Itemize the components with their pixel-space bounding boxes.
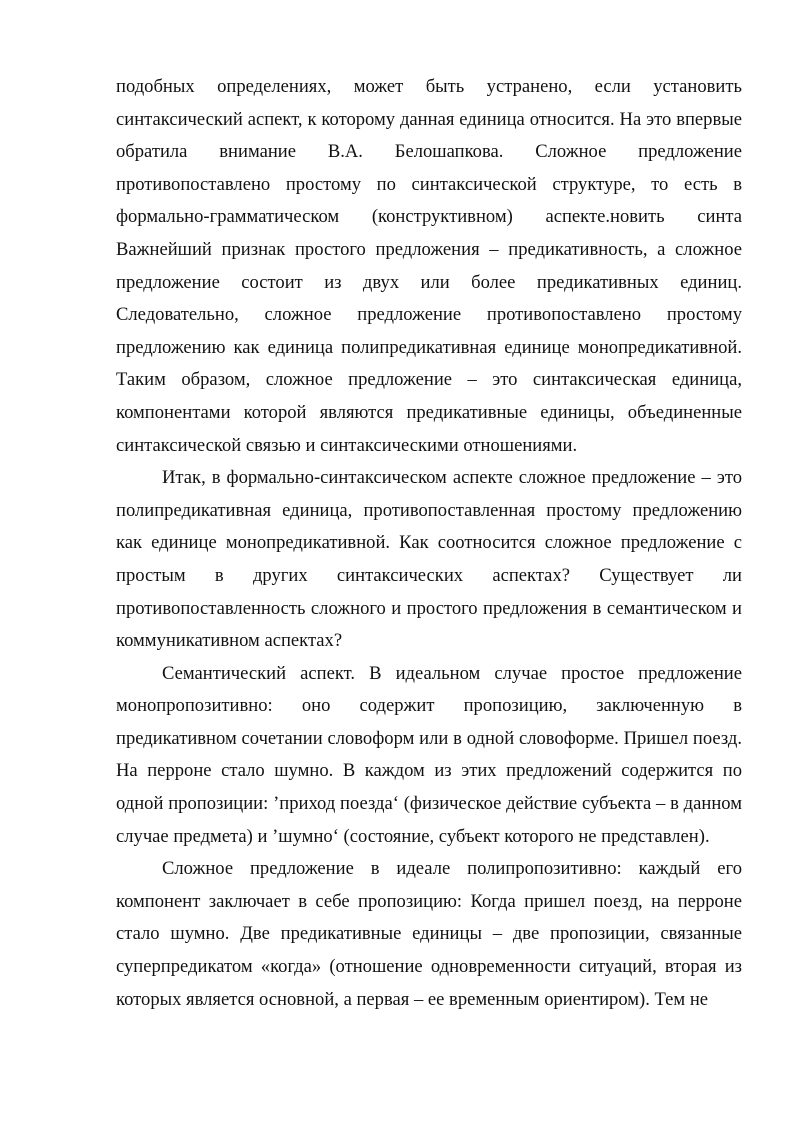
page-body [116, 71, 742, 1016]
paragraph-continuation: подобных определениях, может быть устранено, если установить синтаксический аспект, к которому данная единица относится. На это впервые обратила внимание В.А. Белошапкова. Сложное предложение противопоставлено простому по синтаксической структуре, то есть в формально-грамматическом (конструктивном) аспекте.новить синта Важнейший признак простого предложения – предикативность, а сложное предложение состоит из двух или более предикативных единиц. Следовательно, сложное предложение противопоставлено простому предложению как единица полипредикативная единице монопредикативной. Таким образом, сложное предложение – это синтаксическая единица, компонентами которой являются предикативные единицы, объединенные синтаксической связью и синтаксическими отношениями. [116, 76, 742, 456]
paragraph-formal-aspect: Итак, в формально-синтаксическом аспекте сложное предложение – это полипредикативная единица, противопоставленная простому предложению как единице монопредикативной. Как соотносится сложное предложение с простым в других синтаксических аспектах? Существует ли противопоставленность сложного и простого предложения в семантическом и коммуникативном аспектах? [116, 467, 742, 652]
paragraph-polypropositive: Сложное предложение в идеале полипропозитивно: каждый его компонент заключает в себе пропозицию: Когда пришел поезд, на перроне стало шумно. Две предикативные единицы – две пропозиции, связанные суперпредикатом «когда» (отношение одновременности ситуаций, вторая из которых является основной, а первая – ее временным ориентиром). Тем не [116, 858, 742, 1010]
paragraph-semantic-aspect: Семантический аспект. В идеальном случае простое предложение монопропозитивно: оно содержит пропозицию, заключенную в предикативном сочетании словоформ или в одной словоформе. Пришел поезд. На перроне стало шумно. В каждом из этих предложений содержится по одной пропозиции: ’приход поезда‘ (физическое действие субъекта – в данном случае предмета) и ’шумно‘ (состояние, субъект которого не представлен). [116, 662, 742, 847]
